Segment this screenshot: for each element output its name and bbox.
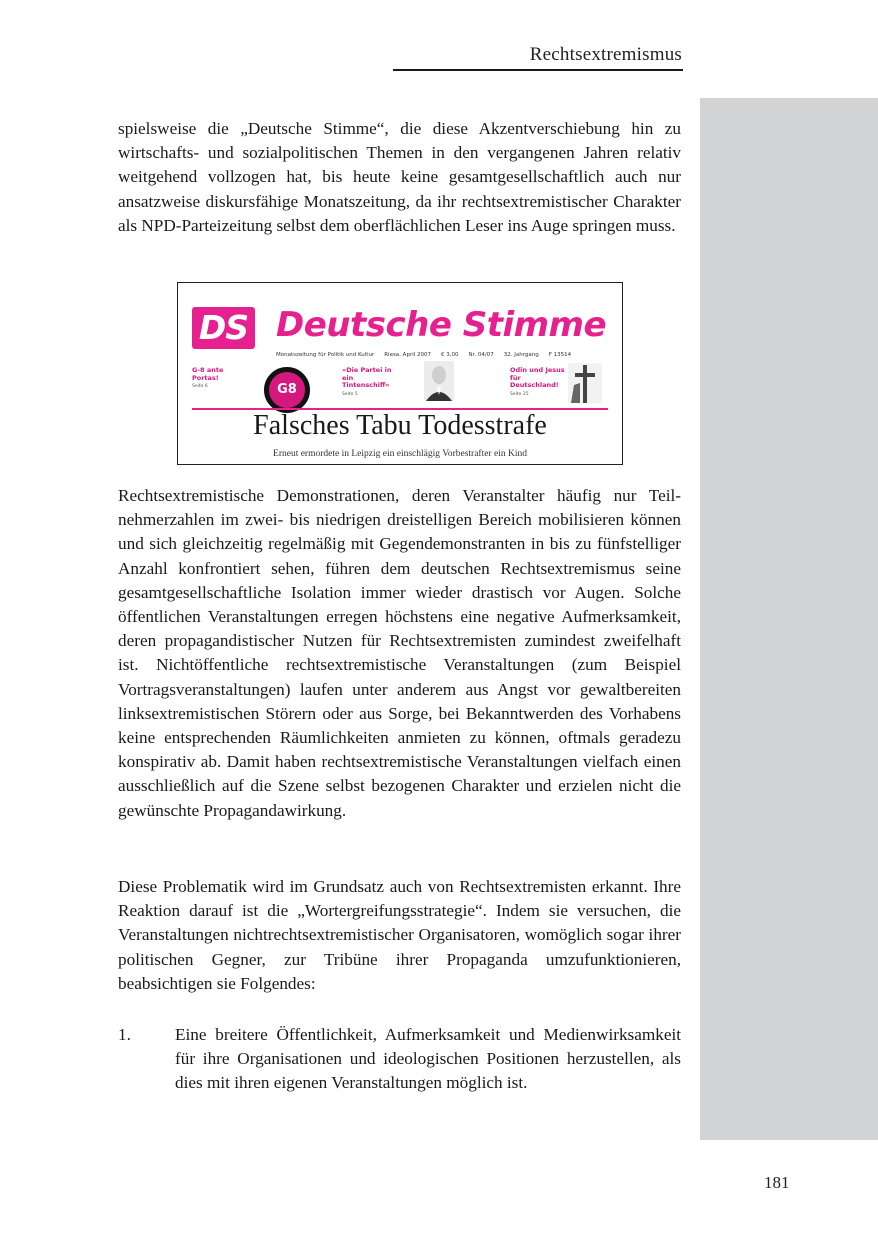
ds-logo: DS xyxy=(192,307,255,349)
list-item-text: Eine breitere Öffentlichkeit, Aufmerksamkeit und Medienwirksamkeit für ihre Organisationen und ideologischen Positionen herzustellen, als dies mit ihren eigenen Veranstaltungen möglich ist. xyxy=(175,1025,681,1093)
portrait-photo xyxy=(424,361,454,401)
running-header-title: Rechtsextremismus xyxy=(529,44,682,65)
teaser-page: Seite 6 xyxy=(192,384,208,389)
teaser-2 xyxy=(342,367,398,397)
newspaper-headline: Falsches Tabu Todesstrafe xyxy=(253,410,547,441)
teaser-page: Seite 5 xyxy=(342,391,358,397)
paragraph-3: Diese Problematik wird im Grundsatz auch von Rechtsextremisten erkannt. Ihre Reaktion darauf ist die „Wortergreifungsstrategie“. Indem sie versuchen, die Veranstaltungen nichtrechtsextremistischer Organisatoren, womöglich sogar ihrer politischen Gegner, zur Tribüne ihrer Propaganda umzufunktionieren, beabsichtigen sie Folgendes: xyxy=(118,877,681,993)
newspaper-masthead: Deutsche Stimme xyxy=(276,305,607,345)
infobar-item: 32. Jahrgang xyxy=(503,352,539,358)
portrait-icon xyxy=(424,361,454,401)
newspaper-subline: Erneut ermordete in Leipzig ein einschlägig Vorbestrafter ein Kind xyxy=(273,449,527,459)
teaser-title: Odin und Jesus für Deutschland! xyxy=(510,366,565,389)
infobar-item: F 13514 xyxy=(548,352,572,358)
paragraph-2: Rechtsextremistische Demonstrationen, deren Veranstalter häufig nur Teilnehmerzahlen im zwei- bis niedrigen dreistelligen Bereich mobilisieren können und sich gleichzeitig regelmäßig mit Gegendemonstranten in bis zu fünfstelliger Anzahl konfrontiert sehen, führen dem deutschen Rechtsextremismus seine gesamtgesellschaftliche Isolation immer wieder drastisch vor Augen. Solche öffentlichen Veranstaltungen erregen höchstens eine negative Aufmerksamkeit, deren propagandistischer Nutzen für Rechtsextremisten zumindest zweifelhaft ist. Nichtöffentliche rechtsextremistische Veranstaltungen (zum Beispiel Vortragsveranstaltungen) laufen unter anderem aus Angst vor gewaltbereiten linksextremistischen Störern oder aus Sorge, bei Bekanntwerden des Vorhabens keine entsprechenden Räumlichkeiten anmieten zu können, oftmals geradezu konspirativ ab. Damit haben rechtsextremistische Veranstaltungen vielfach einen ausschließlich auf die Szene selbst bezogenen Charakter und erzielen nicht die gewünschte Propagandawirkung. xyxy=(118,486,681,820)
infobar-item: Riesa, April 2007 xyxy=(384,352,432,358)
teaser-1 xyxy=(192,367,252,389)
g8-badge-icon: G8 xyxy=(264,367,310,413)
teaser-page: Seite 25 xyxy=(510,391,529,397)
cross-icon xyxy=(568,363,602,403)
list-number: 1. xyxy=(118,1025,131,1044)
newspaper-figure xyxy=(177,282,623,465)
header-rule xyxy=(393,69,683,71)
paragraph-1: spielsweise die „Deutsche Stimme“, die diese Akzentverschiebung hin zu wirtschafts- und sozialpolitischen Themen in den vergangenen Jahren relativ weitgehend vollzogen hat, bis heute keine gesamtgesellschaftlich auch nur ansatzweise diskursfähige Monatszeitung, da ihr rechtsextremistischer Charakter als NPD-Parteizeitung selbst dem oberflächlichen Leser ins Auge springen muss. xyxy=(118,119,681,235)
side-margin-band xyxy=(700,98,878,1140)
infobar-item: Nr. 04/07 xyxy=(468,352,494,358)
teaser-3 xyxy=(510,367,568,397)
cross-image xyxy=(568,363,602,403)
infobar-item: Monatszeitung für Politik und Kultur xyxy=(276,352,375,358)
teaser-title: »Die Partei in ein Tintenschiff« xyxy=(342,366,392,389)
numbered-list xyxy=(118,1023,681,1096)
page-number: 181 xyxy=(764,1173,790,1192)
infobar-item: € 3,00 xyxy=(441,352,459,358)
teaser-title: G-8 ante Portas! xyxy=(192,366,224,382)
